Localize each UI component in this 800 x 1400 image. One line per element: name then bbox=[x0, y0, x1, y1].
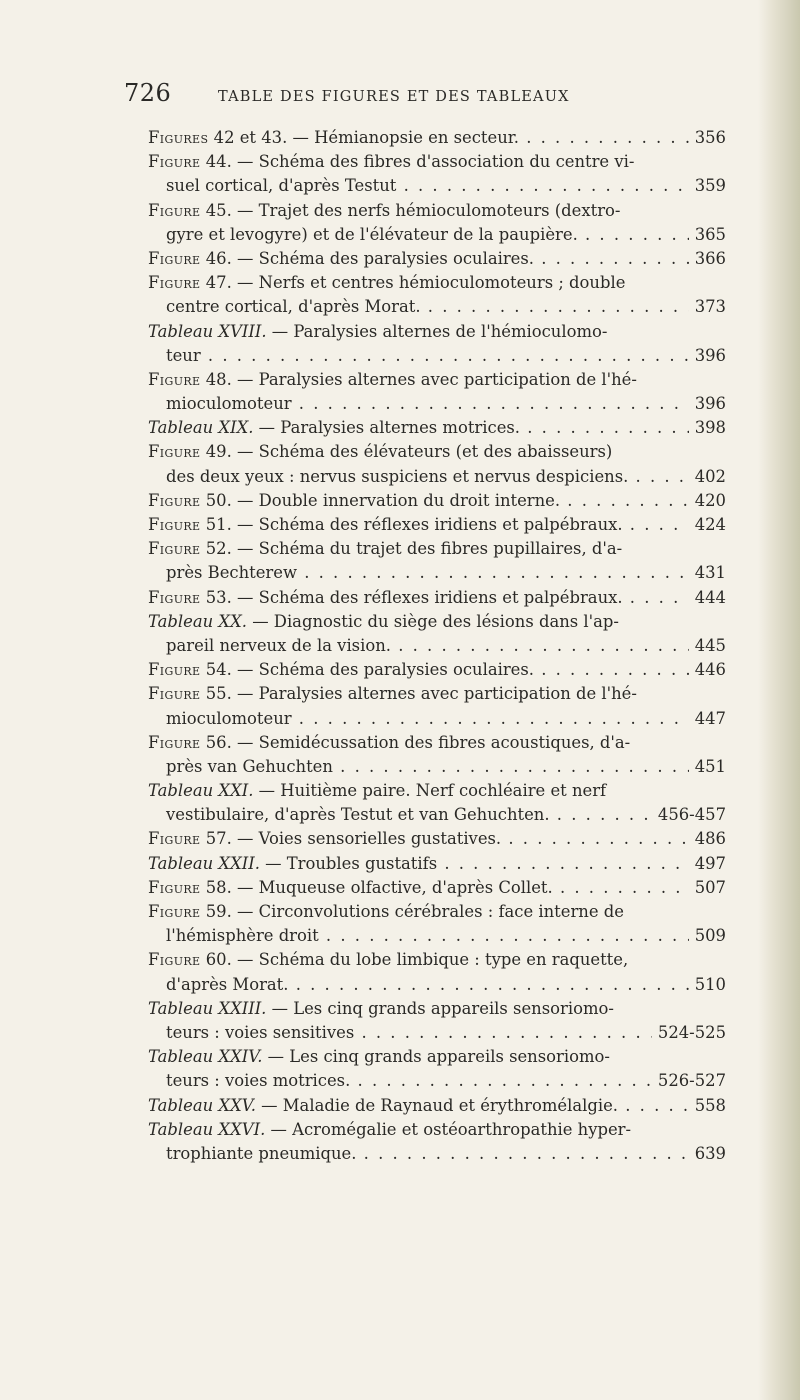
entry-page-number: 420 bbox=[689, 489, 726, 513]
entry-number: 60. bbox=[205, 950, 232, 970]
entry-first-line bbox=[148, 368, 726, 392]
entry-text: — Muqueuse olfactive, d'après Collet. bbox=[237, 877, 553, 897]
entry-first-line bbox=[148, 150, 726, 174]
entry-page-number: 366 bbox=[689, 247, 726, 271]
entry-page-number: 639 bbox=[689, 1142, 726, 1166]
entry-page-number: 510 bbox=[689, 973, 726, 997]
entry-kind: Figure bbox=[148, 587, 201, 607]
entry-first-line bbox=[148, 199, 726, 223]
entry-first-line bbox=[148, 126, 726, 150]
entry-continuation-line bbox=[148, 1069, 726, 1093]
toc-entry bbox=[148, 489, 726, 513]
toc-entry bbox=[148, 852, 726, 876]
toc-entry bbox=[148, 1094, 726, 1118]
toc-entry bbox=[148, 586, 726, 610]
entry-continuation-line bbox=[148, 1021, 726, 1045]
entry-text: — Semidécussation des fibres acoustiques, d'a- bbox=[237, 732, 631, 752]
entry-text: teurs : voies motrices. bbox=[166, 1071, 351, 1091]
entry-kind: Figure bbox=[148, 950, 201, 970]
entry-text: — Paralysies alternes motrices. bbox=[258, 418, 521, 438]
entry-number: 54. bbox=[205, 660, 232, 680]
toc-entry bbox=[148, 416, 726, 440]
toc-entry bbox=[148, 320, 726, 368]
entry-continuation-line bbox=[148, 707, 726, 731]
entry-kind: Figures bbox=[148, 128, 209, 147]
entry-page-number: 398 bbox=[689, 416, 726, 440]
entry-text: — Nerfs et centres hémioculomoteurs ; double bbox=[237, 273, 626, 293]
toc-entry bbox=[148, 199, 726, 247]
entry-number: 46. bbox=[205, 248, 232, 268]
entry-kind: Figure bbox=[148, 248, 201, 268]
entry-text: — Voies sensorielles gustatives. bbox=[237, 829, 502, 849]
entry-page-number: 444 bbox=[689, 586, 726, 610]
entry-continuation-line bbox=[148, 973, 726, 997]
entry-page-number: 486 bbox=[689, 827, 726, 851]
entry-kind: Tableau bbox=[148, 321, 214, 341]
entry-first-line bbox=[148, 876, 726, 900]
entry-first-line bbox=[148, 320, 726, 344]
entry-kind: Tableau bbox=[148, 1095, 214, 1115]
entry-number: XX. bbox=[218, 611, 247, 631]
page-number: 726 bbox=[124, 79, 172, 107]
entry-number: XXVI. bbox=[218, 1119, 266, 1139]
entry-continuation-line bbox=[148, 344, 726, 368]
entry-text: d'après Morat. bbox=[166, 974, 289, 994]
toc-entry bbox=[148, 610, 726, 658]
toc-entry bbox=[148, 513, 726, 537]
toc-entry bbox=[148, 682, 726, 730]
entry-text: — Paralysies alternes de l'hémioculomo- bbox=[271, 321, 608, 341]
entry-text: mioculomoteur bbox=[166, 394, 292, 414]
entry-number: 44. bbox=[205, 152, 232, 172]
entry-text: — Les cinq grands appareils sensoriomo- bbox=[271, 998, 614, 1018]
entry-text: — Maladie de Raynaud et érythromélalgie. bbox=[261, 1095, 619, 1115]
entry-continuation-line bbox=[148, 392, 726, 416]
entry-first-line bbox=[148, 948, 726, 972]
entry-kind: Figure bbox=[148, 490, 201, 510]
entry-page-number: 526-527 bbox=[652, 1069, 726, 1093]
entry-text: près Bechterew bbox=[166, 563, 297, 583]
entry-text: — Huitième paire. Nerf cochléaire et nerf bbox=[258, 781, 607, 801]
entry-kind: Figure bbox=[148, 369, 201, 389]
entry-continuation-line bbox=[148, 1142, 726, 1166]
toc-entry bbox=[148, 779, 726, 827]
toc-entry bbox=[148, 271, 726, 319]
entry-kind: Tableau bbox=[148, 418, 214, 438]
entry-continuation-line bbox=[148, 755, 726, 779]
entry-page-number: 431 bbox=[689, 561, 726, 585]
entry-first-line bbox=[148, 900, 726, 924]
entry-page-number: 356 bbox=[689, 126, 726, 150]
page-edge bbox=[758, 0, 800, 1400]
entry-text: près van Gehuchten bbox=[166, 756, 333, 776]
entry-first-line bbox=[148, 416, 726, 440]
entry-number: XVIII. bbox=[218, 321, 267, 341]
toc-entry bbox=[148, 126, 726, 150]
page-header bbox=[124, 79, 704, 109]
entry-page-number: 396 bbox=[689, 344, 726, 368]
entry-text: — Schéma du lobe limbique : type en raquette, bbox=[237, 950, 629, 970]
entry-first-line bbox=[148, 440, 726, 464]
entry-text: — Schéma des réflexes iridiens et palpébraux. bbox=[237, 515, 623, 534]
toc-entry bbox=[148, 1118, 726, 1166]
entry-number: 55. bbox=[205, 684, 232, 704]
entry-first-line bbox=[148, 1118, 726, 1142]
entry-page-number: 451 bbox=[689, 755, 726, 779]
entry-text: — Troubles gustatifs bbox=[265, 853, 438, 873]
entry-kind: Figure bbox=[148, 660, 201, 680]
entry-continuation-line bbox=[148, 174, 726, 198]
entry-number: XXV. bbox=[218, 1095, 256, 1115]
entry-text: — Hémianopsie en secteur. bbox=[292, 128, 519, 147]
entry-kind: Tableau bbox=[148, 853, 214, 873]
entry-first-line bbox=[148, 489, 726, 513]
entry-page-number: 446 bbox=[689, 658, 726, 682]
entry-continuation-line bbox=[148, 561, 726, 585]
entry-text: — Acromégalie et ostéoarthropathie hyper- bbox=[270, 1119, 632, 1139]
toc-entry bbox=[148, 537, 726, 585]
entry-first-line bbox=[148, 586, 726, 610]
entry-kind: Figure bbox=[148, 684, 201, 704]
entry-text: — Les cinq grands appareils sensoriomo- bbox=[267, 1047, 610, 1067]
entry-text: — Schéma des élévateurs (et des abaisseurs) bbox=[237, 442, 613, 462]
entry-kind: Tableau bbox=[148, 611, 214, 631]
toc-entry bbox=[148, 658, 726, 682]
toc-entry bbox=[148, 368, 726, 416]
entry-first-line bbox=[148, 537, 726, 561]
entry-first-line bbox=[148, 731, 726, 755]
entry-first-line bbox=[148, 852, 726, 876]
entry-text: — Schéma des paralysies oculaires. bbox=[237, 248, 534, 268]
entry-text: — Trajet des nerfs hémioculomoteurs (dextro- bbox=[237, 200, 621, 220]
entry-number: 56. bbox=[205, 732, 232, 752]
entry-kind: Figure bbox=[148, 442, 201, 462]
entry-number: 57. bbox=[205, 829, 232, 849]
entry-first-line bbox=[148, 658, 726, 682]
entry-number: 53. bbox=[205, 587, 232, 607]
entry-text: gyre et levogyre) et de l'élévateur de la paupière. bbox=[166, 224, 578, 244]
entry-text: — Schéma des réflexes iridiens et palpébraux. bbox=[237, 587, 623, 607]
entry-text: des deux yeux : nervus suspiciens et nervus despiciens. bbox=[166, 466, 629, 486]
entry-number: XXIV. bbox=[218, 1047, 263, 1067]
entry-text: mioculomoteur bbox=[166, 708, 292, 728]
entry-text: — Schéma des paralysies oculaires. bbox=[237, 660, 534, 680]
toc-entry bbox=[148, 1045, 726, 1093]
entry-kind: Figure bbox=[148, 152, 201, 172]
table-of-figures bbox=[148, 126, 726, 1166]
entry-continuation-line bbox=[148, 465, 726, 489]
entry-page-number: 359 bbox=[689, 174, 726, 198]
entry-first-line bbox=[148, 1045, 726, 1069]
entry-kind: Figure bbox=[148, 902, 201, 921]
entry-page-number: 445 bbox=[689, 634, 726, 658]
toc-entry bbox=[148, 247, 726, 271]
toc-entry bbox=[148, 948, 726, 996]
entry-page-number: 507 bbox=[689, 876, 726, 900]
toc-entry bbox=[148, 900, 726, 948]
entry-number: 42 et 43. bbox=[213, 128, 288, 147]
entry-continuation-line bbox=[148, 803, 726, 827]
entry-text: — Double innervation du droit interne. bbox=[237, 490, 561, 510]
entry-page-number: 456-457 bbox=[652, 803, 726, 827]
entry-text: l'hémisphère droit bbox=[166, 926, 319, 946]
toc-entry bbox=[148, 440, 726, 488]
entry-kind: Figure bbox=[148, 539, 201, 559]
entry-kind: Tableau bbox=[148, 998, 214, 1018]
entry-first-line bbox=[148, 247, 726, 271]
entry-first-line bbox=[148, 827, 726, 851]
entry-kind: Tableau bbox=[148, 1047, 214, 1067]
running-title: TABLE DES FIGURES ET DES TABLEAUX bbox=[218, 89, 570, 105]
entry-number: XXI. bbox=[218, 781, 254, 801]
toc-entry bbox=[148, 876, 726, 900]
entry-number: 50. bbox=[205, 490, 232, 510]
entry-text: — Circonvolutions cérébrales : face interne de bbox=[237, 902, 624, 921]
entry-number: 45. bbox=[205, 200, 232, 220]
entry-page-number: 402 bbox=[689, 465, 726, 489]
entry-kind: Figure bbox=[148, 515, 201, 534]
toc-entry bbox=[148, 150, 726, 198]
entry-page-number: 396 bbox=[689, 392, 726, 416]
entry-kind: Figure bbox=[148, 273, 201, 293]
entry-number: 47. bbox=[205, 273, 232, 293]
entry-page-number: 524-525 bbox=[652, 1021, 726, 1045]
entry-first-line bbox=[148, 271, 726, 295]
entry-first-line bbox=[148, 682, 726, 706]
entry-text: vestibulaire, d'après Testut et van Gehuchten. bbox=[166, 805, 550, 825]
entry-number: 48. bbox=[205, 369, 232, 389]
entry-number: 51. bbox=[205, 515, 232, 534]
entry-first-line bbox=[148, 1094, 726, 1118]
entry-first-line bbox=[148, 997, 726, 1021]
toc-entry bbox=[148, 731, 726, 779]
entry-text: — Schéma du trajet des fibres pupillaires, d'a- bbox=[237, 539, 623, 559]
entry-number: 49. bbox=[205, 442, 232, 462]
entry-text: — Paralysies alternes avec participation de l'hé- bbox=[237, 369, 637, 389]
entry-first-line bbox=[148, 779, 726, 803]
toc-entry bbox=[148, 997, 726, 1045]
entry-text: suel cortical, d'après Testut bbox=[166, 176, 397, 196]
entry-text: trophiante pneumique. bbox=[166, 1143, 357, 1163]
entry-kind: Figure bbox=[148, 877, 201, 897]
entry-first-line bbox=[148, 610, 726, 634]
entry-number: 59. bbox=[205, 902, 232, 921]
entry-kind: Tableau bbox=[148, 1119, 214, 1139]
entry-page-number: 373 bbox=[689, 295, 726, 319]
entry-text: teurs : voies sensitives bbox=[166, 1022, 355, 1042]
entry-kind: Figure bbox=[148, 732, 201, 752]
entry-page-number: 447 bbox=[689, 707, 726, 731]
entry-text: pareil nerveux de la vision. bbox=[166, 635, 391, 655]
entry-continuation-line bbox=[148, 924, 726, 948]
entry-continuation-line bbox=[148, 223, 726, 247]
entry-number: XXII. bbox=[218, 853, 260, 873]
entry-text: — Paralysies alternes avec participation de l'hé- bbox=[237, 684, 637, 704]
entry-kind: Figure bbox=[148, 200, 201, 220]
entry-page-number: 558 bbox=[689, 1094, 726, 1118]
entry-number: 58. bbox=[205, 877, 232, 897]
entry-text: — Diagnostic du siège des lésions dans l'ap- bbox=[252, 611, 619, 631]
entry-text: — Schéma des fibres d'association du centre vi- bbox=[237, 152, 635, 172]
entry-text: teur bbox=[166, 345, 201, 365]
entry-continuation-line bbox=[148, 295, 726, 319]
entry-kind: Tableau bbox=[148, 781, 214, 801]
entry-page-number: 424 bbox=[689, 513, 726, 537]
entry-page-number: 365 bbox=[689, 223, 726, 247]
entry-number: 52. bbox=[205, 539, 232, 559]
toc-entry bbox=[148, 827, 726, 851]
entry-continuation-line bbox=[148, 634, 726, 658]
entry-text: centre cortical, d'après Morat. bbox=[166, 297, 421, 317]
entry-first-line bbox=[148, 513, 726, 537]
entry-kind: Figure bbox=[148, 829, 201, 849]
entry-number: XXIII. bbox=[218, 998, 267, 1018]
entry-page-number: 509 bbox=[689, 924, 726, 948]
entry-number: XIX. bbox=[218, 418, 254, 438]
entry-page-number: 497 bbox=[689, 852, 726, 876]
